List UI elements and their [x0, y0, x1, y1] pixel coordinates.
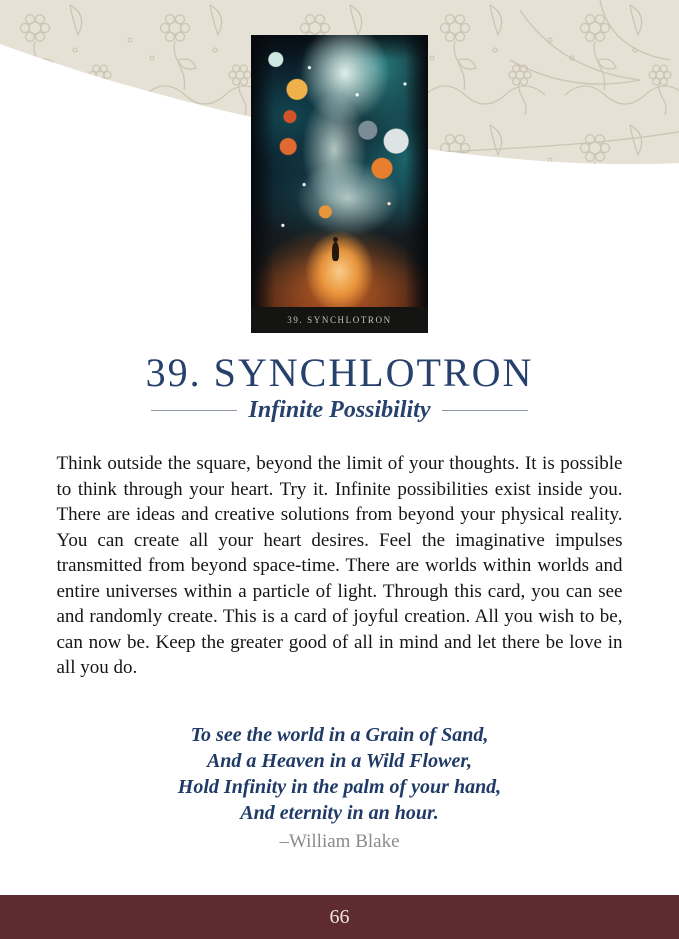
poem-line: Hold Infinity in the palm of your hand, — [177, 775, 502, 798]
card-label: 39. SYNCHLOTRON — [287, 315, 392, 325]
page-number: 66 — [329, 905, 350, 928]
poem-line: And eternity in an hour. — [240, 801, 439, 824]
subtitle-rule-right — [442, 410, 528, 411]
person-silhouette — [332, 242, 339, 261]
poem-line: To see the world in a Grain of Sand, — [190, 723, 489, 746]
page-footer — [0, 895, 679, 939]
page-subtitle: Infinite Possibility — [248, 397, 431, 423]
poem-line: And a Heaven in a Wild Flower, — [206, 749, 473, 772]
card-description: Think outside the square, beyond the limit of your thoughts. It is possible to think through your heart. Try it. Infinite possibilities exist inside you. There are ideas and creative solutions from beyond your physical reality. You can create all your heart desires. Feel the imaginative impulses transmitted from beyond space-time. There are worlds within worlds and entire universes within a particle of light. Through this card, you can see and randomly create. This is a card of joyful creation. All you wish to be, can now be. Keep the greater good of all in mind and let there be love in all you do. — [56, 453, 623, 678]
card-image — [251, 35, 428, 333]
poem-attribution: –William Blake — [279, 830, 400, 852]
subtitle-rule-left — [151, 410, 237, 411]
card-artwork — [251, 35, 428, 307]
poem-quote — [0, 722, 679, 826]
card-label-band — [251, 307, 428, 333]
page-title: 39. SYNCHLOTRON — [145, 350, 534, 395]
subtitle-row — [0, 397, 679, 424]
